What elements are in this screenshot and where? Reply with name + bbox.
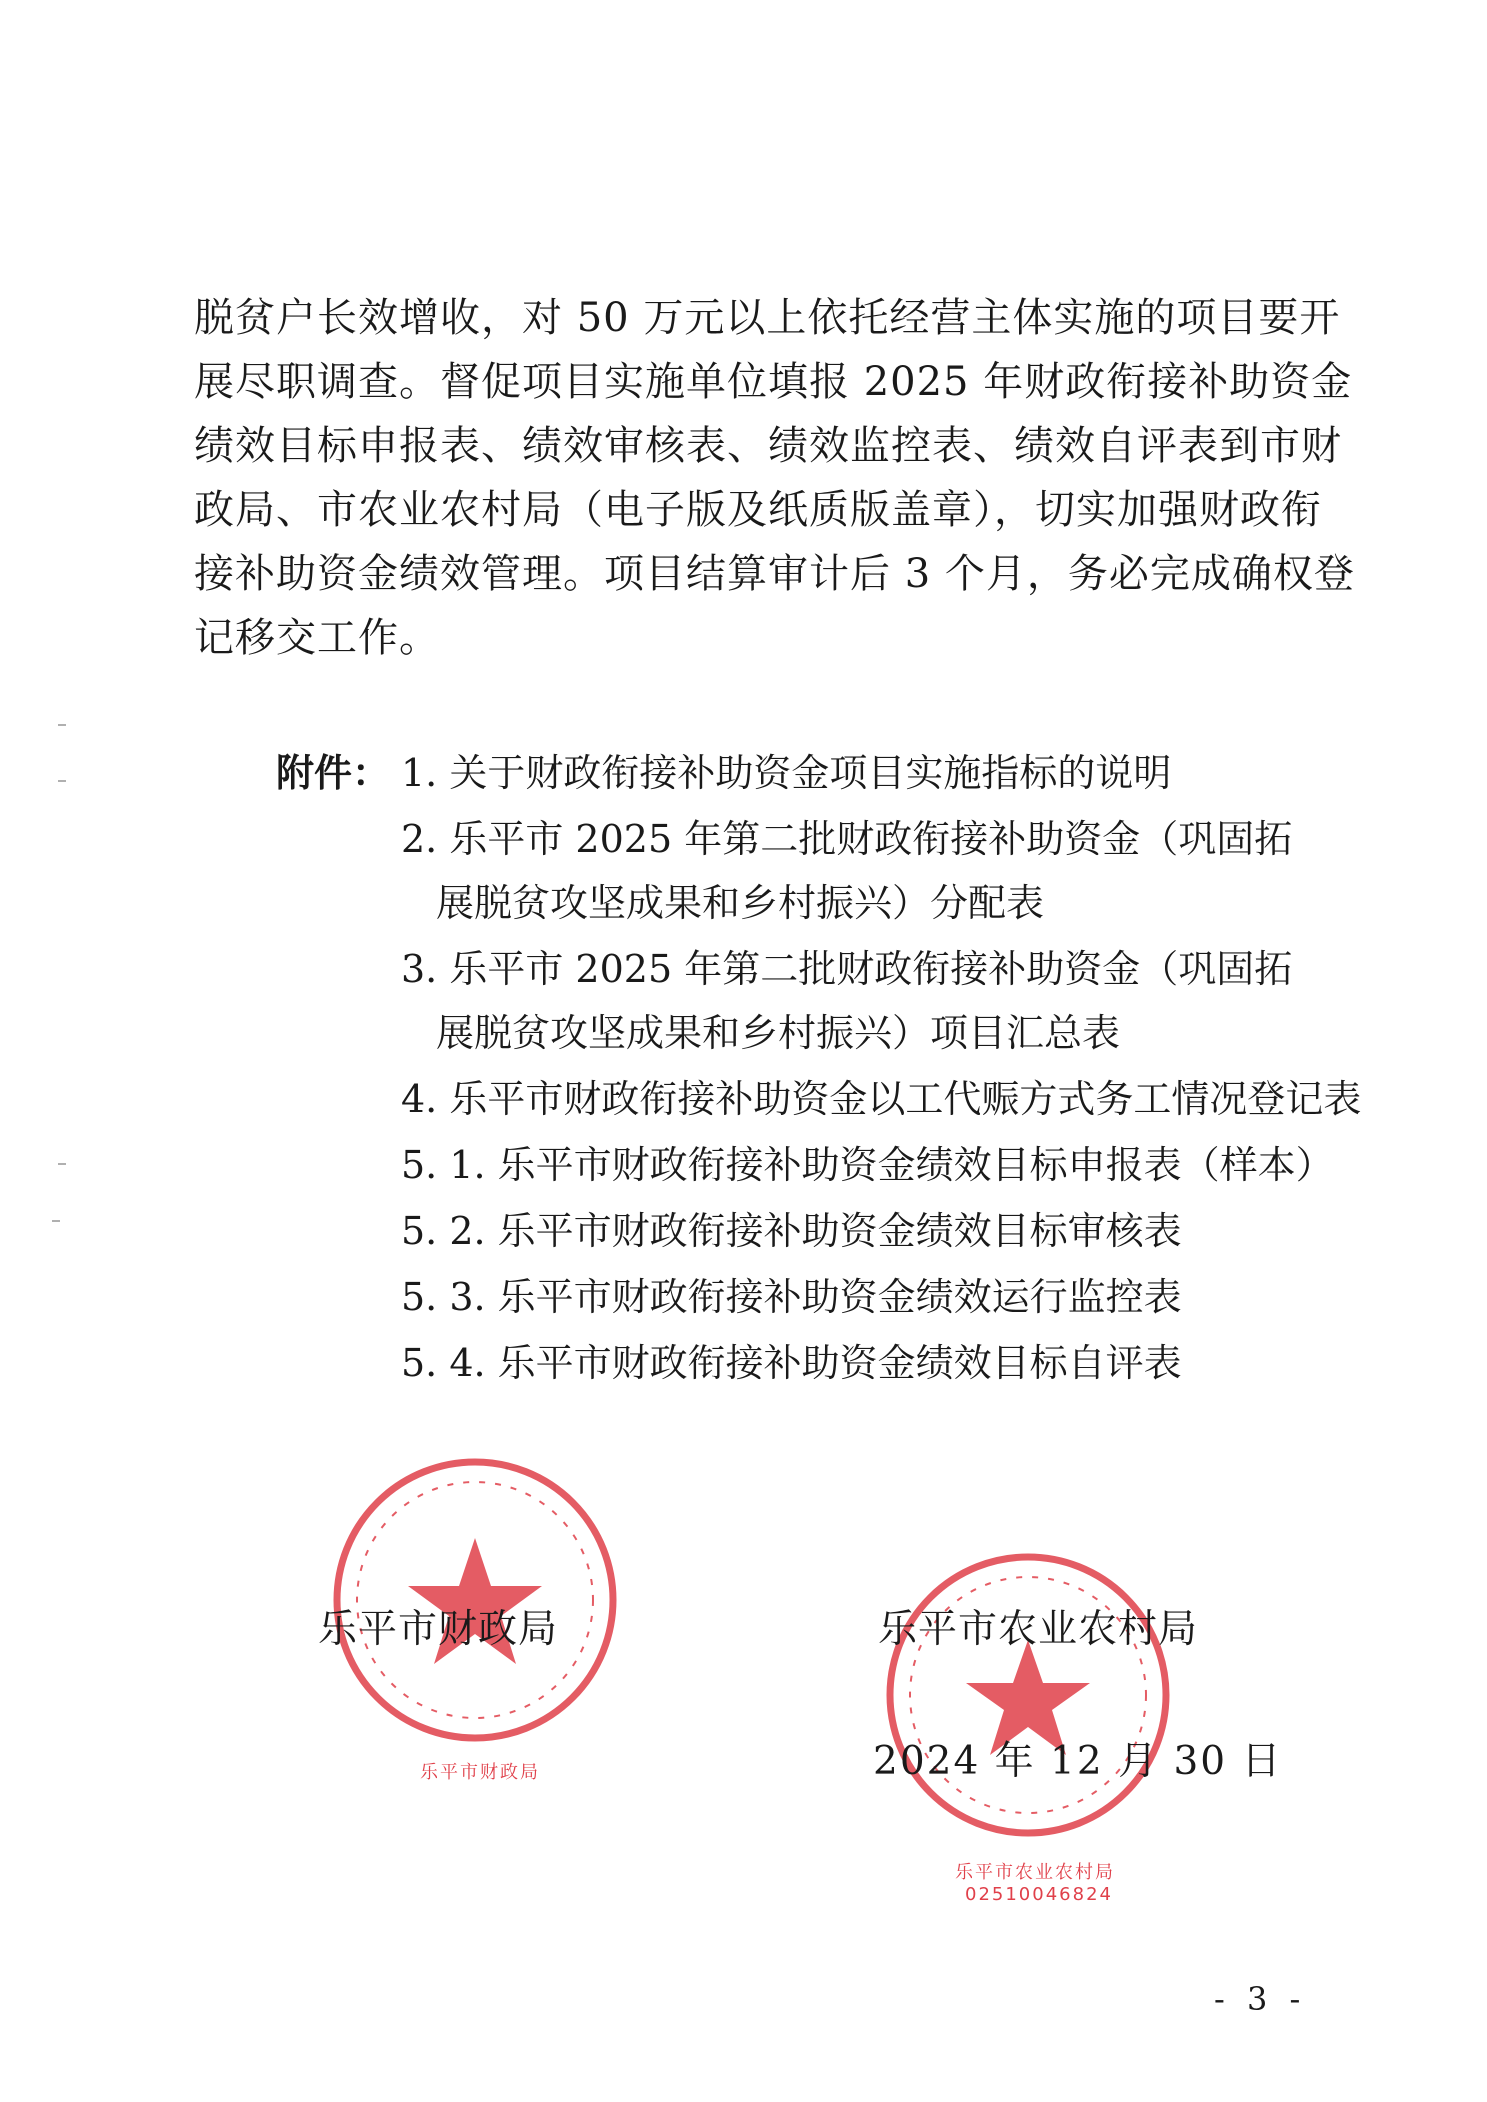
margin-mark: [58, 1163, 66, 1165]
left-seal-inscription: 乐平市财政局: [420, 1762, 540, 1783]
attachment-item: 2. 乐平市 2025 年第二批财政衔接补助资金（巩固拓: [401, 817, 1293, 861]
attachment-item-continued: 展脱贫攻坚成果和乡村振兴）项目汇总表: [436, 1011, 1121, 1055]
attachments-list: [276, 748, 1362, 1408]
margin-mark: [58, 724, 66, 726]
attachment-item: 3. 乐平市 2025 年第二批财政衔接补助资金（巩固拓: [401, 947, 1293, 991]
left-signer: 乐平市财政局: [318, 1607, 559, 1652]
body-line: 展尽职调查。督促项目实施单位填报 2025 年财政衔接补助资金: [194, 359, 1353, 405]
right-seal-inscription: 乐平市农业农村局: [955, 1862, 1115, 1883]
attachment-item: 4. 乐平市财政衔接补助资金以工代赈方式务工情况登记表: [401, 1077, 1362, 1121]
attachment-item: 5. 1. 乐平市财政衔接补助资金绩效目标申报表（样本）: [401, 1143, 1334, 1187]
margin-mark: [52, 1220, 60, 1222]
attachments-label: 附件：: [276, 751, 391, 795]
body-line: 脱贫户长效增收，对 50 万元以上依托经营主体实施的项目要开: [194, 295, 1341, 341]
agriculture-bureau-seal: [878, 1545, 1178, 1845]
attachment-item: 1. 关于财政衔接补助资金项目实施指标的说明: [401, 751, 1172, 795]
body-line: 政局、市农业农村局（电子版及纸质版盖章），切实加强财政衔: [194, 487, 1322, 533]
page-number: - 3 -: [1214, 1980, 1307, 2018]
right-signer: 乐平市农业农村局: [878, 1607, 1199, 1652]
right-seal-serial: 02510046824: [965, 1884, 1113, 1905]
margin-mark: [58, 780, 66, 782]
attachment-item: 5. 4. 乐平市财政衔接补助资金绩效目标自评表: [401, 1341, 1182, 1385]
body-line: 记移交工作。: [194, 615, 440, 661]
signing-date: 2024 年 12 月 30 日: [873, 1739, 1283, 1784]
body-line: 绩效目标申报表、绩效审核表、绩效监控表、绩效自评表到市财: [194, 423, 1342, 469]
attachment-item: 5. 3. 乐平市财政衔接补助资金绩效运行监控表: [401, 1275, 1182, 1319]
attachment-item: 5. 2. 乐平市财政衔接补助资金绩效目标审核表: [401, 1209, 1182, 1253]
body-line: 接补助资金绩效管理。项目结算审计后 3 个月，务必完成确权登: [194, 551, 1355, 597]
attachment-item-continued: 展脱贫攻坚成果和乡村振兴）分配表: [436, 881, 1045, 925]
body-paragraph: [194, 286, 1355, 670]
